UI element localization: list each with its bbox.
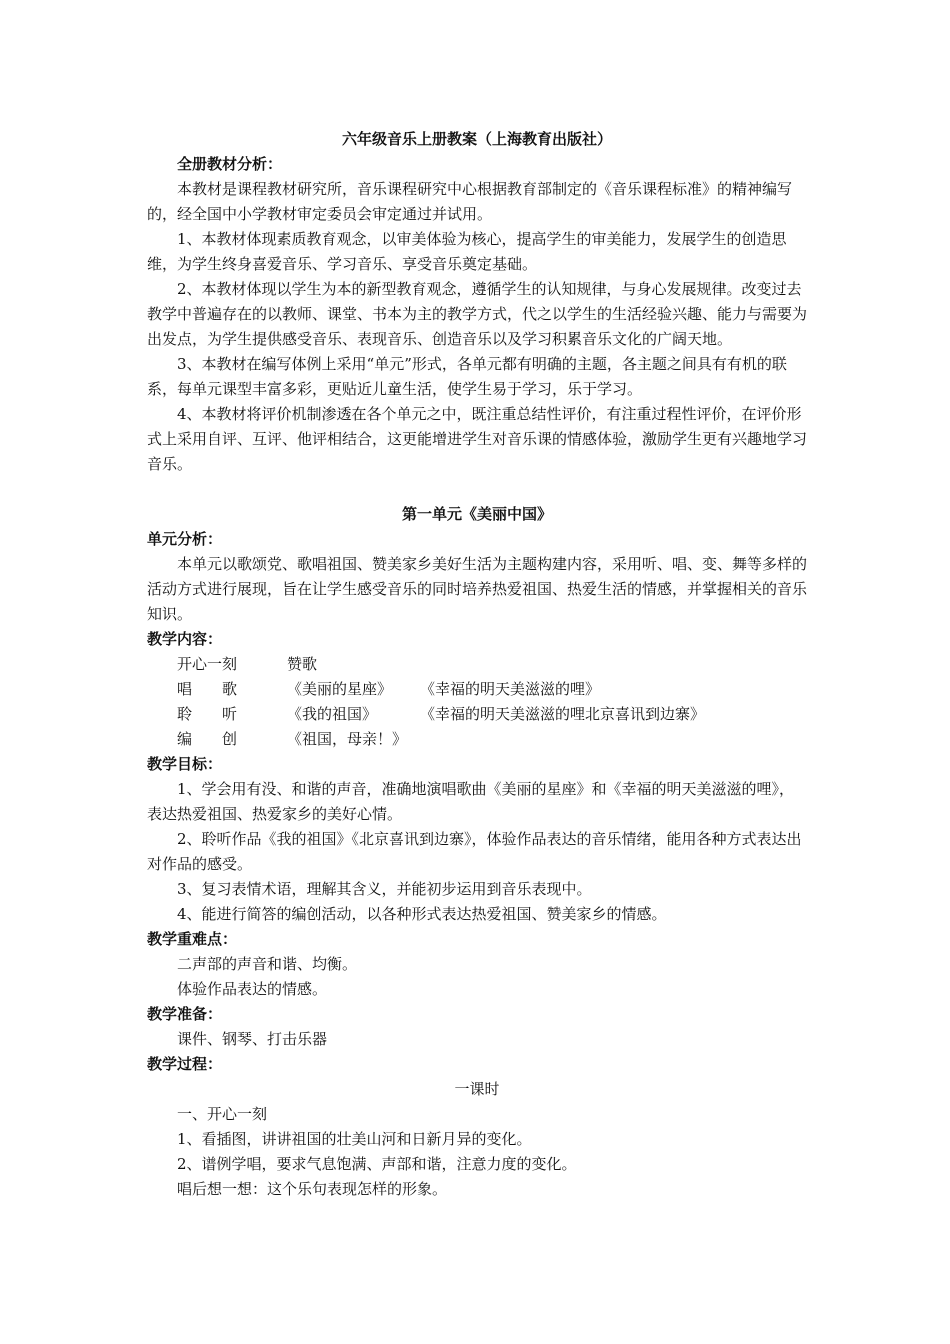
content-heading: 教学内容：	[147, 630, 223, 648]
content-item: 《幸福的明天美滋滋的哩北京喜讯到边寨》	[420, 705, 706, 723]
process-line: 1、看插图，讲讲祖国的壮美山河和日新月异的变化。	[177, 1130, 532, 1148]
content-category: 聆 听	[177, 705, 238, 723]
analysis-heading: 全册教材分析：	[177, 155, 283, 173]
difficulty-item: 二声部的声音和谐、均衡。	[177, 955, 358, 973]
goal-item: 3、复习表情术语，理解其含义，并能初步运用到音乐表现中。	[177, 880, 592, 898]
content-item: 《美丽的星座》	[287, 680, 393, 698]
content-item: 《祖国，母亲！》	[287, 730, 408, 748]
document-body	[147, 127, 807, 1202]
difficulty-heading: 教学重难点：	[147, 930, 238, 948]
unit-analysis-heading: 单元分析：	[147, 530, 223, 548]
lesson-label: 一课时	[454, 1080, 500, 1098]
unit-title: 第一单元《美丽中国》	[401, 505, 552, 523]
analysis-paragraph: 1、本教材体现素质教育观念，以审美体验为核心，提高学生的审美能力，发展学生的创造思维，为学生终身喜爱音乐、学习音乐、享受音乐奠定基础。	[147, 230, 787, 273]
process-line: 一、开心一刻	[177, 1105, 268, 1123]
blank-line	[147, 477, 807, 502]
content-item: 《我的祖国》	[287, 705, 378, 723]
process-line: 唱后想一想：这个乐句表现怎样的形象。	[177, 1180, 448, 1198]
content-category: 开心一刻	[177, 655, 238, 673]
difficulty-item: 体验作品表达的情感。	[177, 980, 328, 998]
content-row	[147, 702, 807, 727]
content-category: 唱 歌	[177, 680, 238, 698]
prep-text: 课件、钢琴、打击乐器	[177, 1030, 328, 1048]
analysis-paragraph: 4、本教材将评价机制渗透在各个单元之中，既注重总结性评价，有注重过程性评价，在评价形式上采用自评、互评、他评相结合，这更能增进学生对音乐课的情感体验，激励学生更有兴趣地学习音乐。	[147, 405, 808, 473]
goal-item: 4、能进行简答的编创活动，以各种形式表达热爱祖国、赞美家乡的情感。	[177, 905, 667, 923]
process-heading: 教学过程：	[147, 1055, 223, 1073]
content-row	[147, 652, 807, 677]
prep-heading: 教学准备：	[147, 1005, 223, 1023]
goals-heading: 教学目标：	[147, 755, 223, 773]
process-line: 2、谱例学唱，要求气息饱满、声部和谐，注意力度的变化。	[177, 1155, 577, 1173]
goal-item: 2、聆听作品《我的祖国》《北京喜讯到边寨》，体验作品表达的音乐情绪，能用各种方式表达出对作品的感受。	[147, 830, 802, 873]
content-row	[147, 677, 807, 702]
goal-item: 1、学会用有没、和谐的声音，准确地演唱歌曲《美丽的星座》和《幸福的明天美滋滋的哩》，表达热爱祖国、热爱家乡的美好心情。	[147, 780, 795, 823]
analysis-paragraph: 本教材是课程教材研究所，音乐课程研究中心根据教育部制定的《音乐课程标准》的精神编写的，经全国中小学教材审定委员会审定通过并试用。	[147, 180, 793, 223]
content-item: 《幸福的明天美滋滋的哩》	[420, 680, 601, 698]
analysis-paragraph: 3、本教材在编写体例上采用“单元”形式，各单元都有明确的主题，各主题之间具有有机的联系，每单元课型丰富多彩，更贴近儿童生活，使学生易于学习，乐于学习。	[147, 355, 787, 398]
content-row	[147, 727, 807, 752]
content-category: 编 创	[177, 730, 238, 748]
content-item: 赞歌	[287, 655, 318, 673]
unit-analysis-paragraph: 本单元以歌颂党、歌唱祖国、赞美家乡美好生活为主题构建内容，采用听、唱、变、舞等多样的活动方式进行展现，旨在让学生感受音乐的同时培养热爱祖国、热爱生活的情感，并掌握相关的音乐知识。	[147, 555, 808, 623]
document-title: 六年级音乐上册教案（上海教育出版社）	[341, 130, 612, 148]
analysis-paragraph: 2、本教材体现以学生为本的新型教育观念，遵循学生的认知规律，与身心发展规律。改变过去教学中普遍存在的以教师、课堂、书本为主的教学方式，代之以学生的生活经验兴趣、能力与需要为出发点，为学生提供感受音乐、表现音乐、创造音乐以及学习积累音乐文化的广阔天地。	[147, 280, 808, 348]
